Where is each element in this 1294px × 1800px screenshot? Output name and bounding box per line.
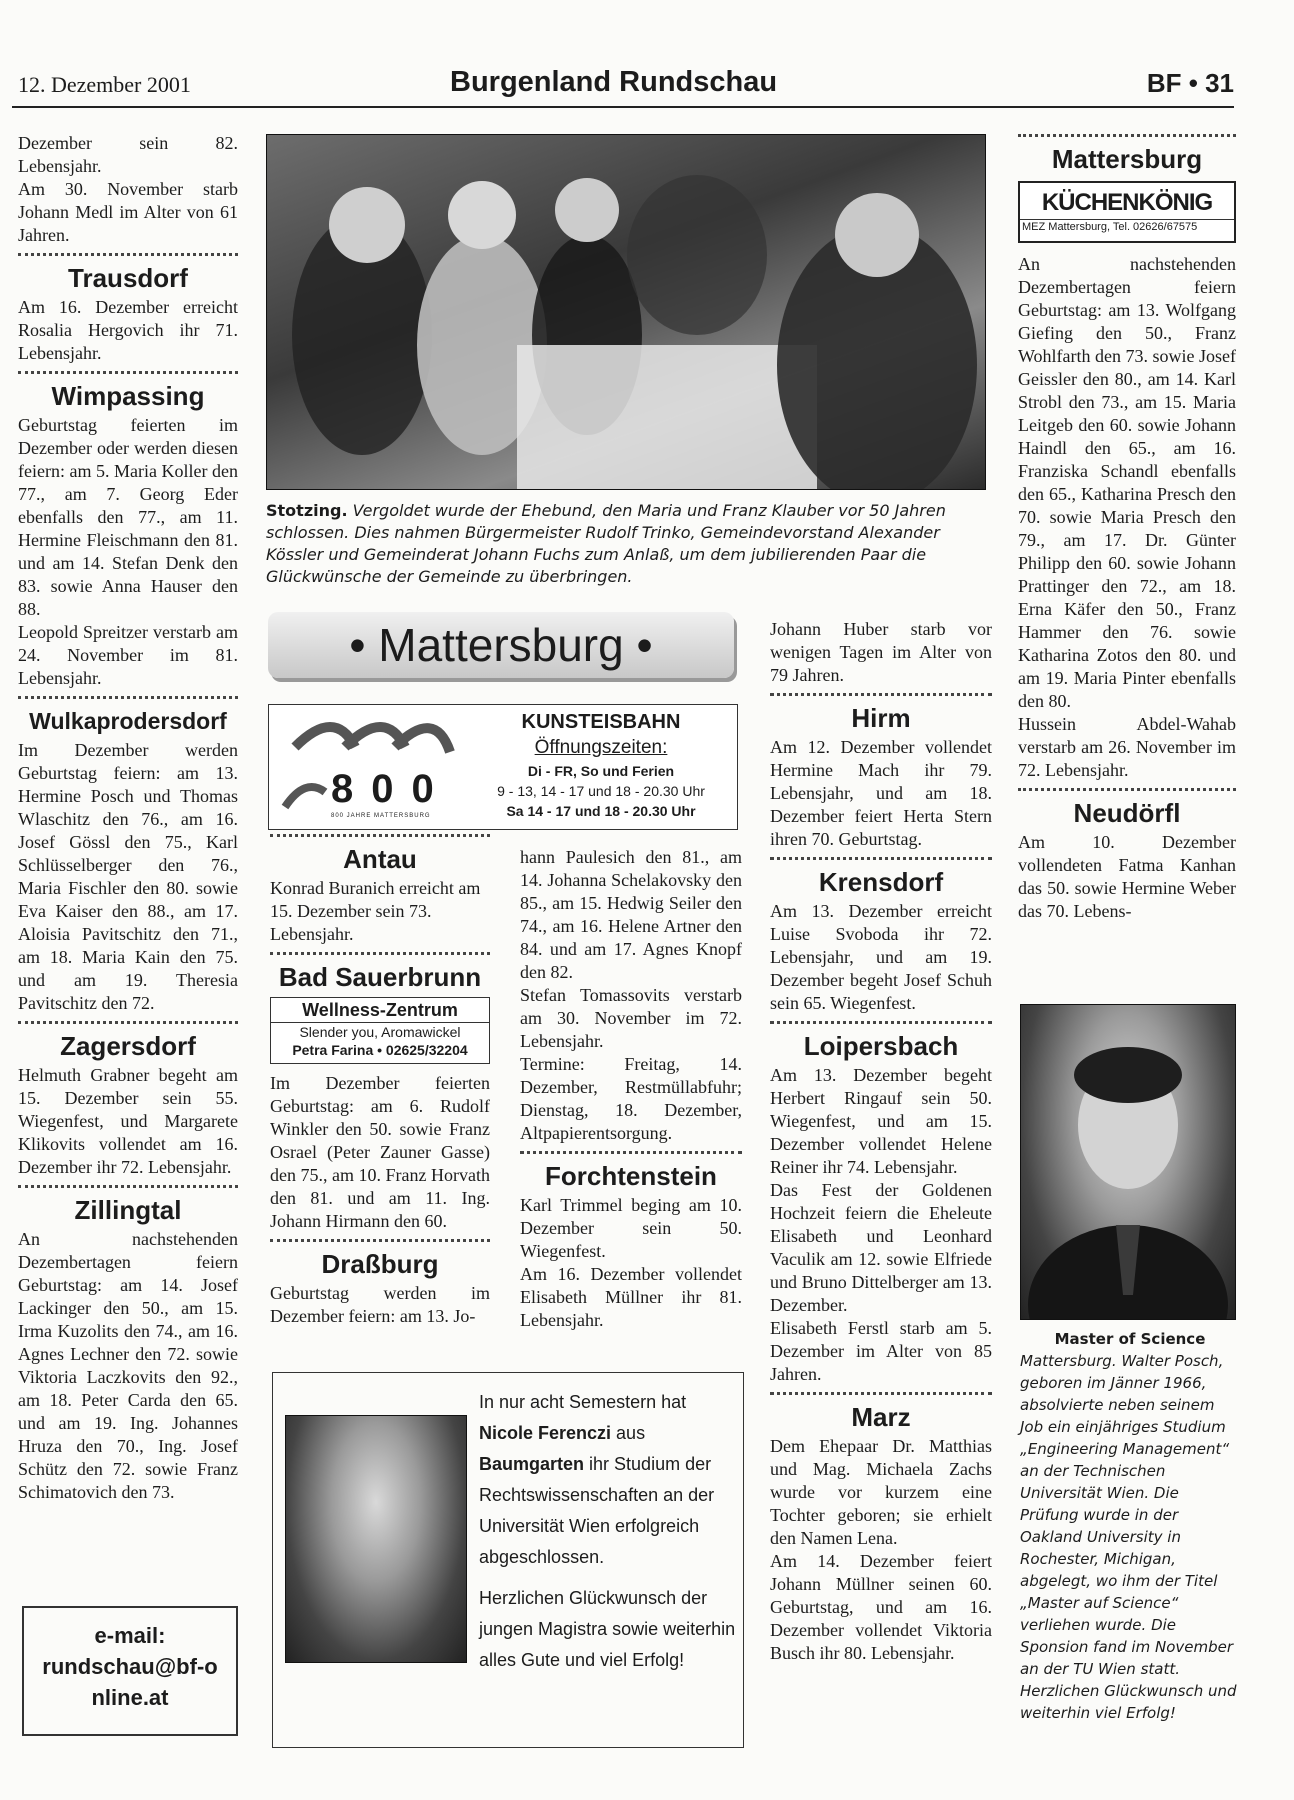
email-box (22, 1606, 238, 1736)
text-forchtenstein-2: Am 16. Dezember vollendet Elisabeth Müllner ihr 81. Lebensjahr. (520, 1264, 742, 1330)
divider (270, 952, 490, 955)
grad-text-c: ihr Studium der Rechtswissenschaften an der Universität Wien erfolgreich abgeschlossen. (479, 1454, 715, 1567)
ad-wellness-line1: Slender you, Aromawickel (299, 1024, 461, 1040)
heading-zillingtal: Zillingtal (74, 1195, 182, 1225)
heading-neudoerfl: Neudörfl (1073, 798, 1181, 828)
text-antau: Konrad Buranich erreicht am 15. Dezember sein 73. Lebensjahr. (270, 878, 481, 944)
page-number: BF • 31 (1146, 68, 1234, 98)
email-label: e-mail: (94, 1623, 166, 1648)
divider (1018, 134, 1236, 137)
section-banner-mattersburg: • Mattersburg • (268, 612, 734, 678)
text-marz: Dem Ehepaar Dr. Matthias und Mag. Michaela Zachs wurde vor kurzem eine Tochter geboren; sie erhielt den Namen Lena. (770, 1436, 992, 1548)
column-1 (18, 132, 238, 1504)
photo-figure (1021, 1005, 1235, 1319)
issue-date: 12. Dezember 2001 (18, 72, 191, 97)
ad-kuechenkoenig (1018, 181, 1236, 243)
text-forchtenstein: Karl Trimmel beging am 10. Dezember sein 50. Wiegenfest. (520, 1195, 742, 1261)
ad-wellness-title: Wellness-Zentrum (271, 1000, 489, 1023)
divider (18, 1021, 238, 1024)
text-huber: Johann Huber starb vor wenigen Tagen im Alter von 79 Jahren. (770, 619, 992, 685)
text-mattersburg: An nachstehenden Dezembertagen feiern Geburtstag: am 13. Wolfgang Giefing den 50., Franz Wohlfarth den 73. sowie Josef Geissler den 80., am 14. Karl Strobl den 73., am 15. Maria Leitgeb den 60. sowie Johann Haindl den 65., am 16. Franziska Schandl ebenfalls den 65., Katharina Presch den 70. sowie Maria Presch den 79., am 17. Dr. Günter Philipp den 60. sowie Johann Prattinger den 72., am 18. Erna Käfer den 50., Franz Hammer den 76. sowie Katharina Zotos den 80. und am 19. Maria Pinter ebenfalls den 80. (1018, 254, 1237, 711)
graduation-box (272, 1372, 744, 1748)
text-krensdorf: Am 13. Dezember erreicht Luise Svoboda ihr 72. Lebensjahr, und am 19. Dezember begeht Josef Schuh sein 65. Wiegenfest. (770, 901, 992, 1013)
photo-golden-wedding (266, 134, 986, 490)
column-4 (770, 618, 992, 1665)
text-zagersdorf: Helmuth Grabner begeht am 15. Dezember sein 55. Wiegenfest, und Margarete Klikovits vollendet am 16. Dezember ihr 72. Lebensjahr. (18, 1065, 238, 1177)
heading-mattersburg: Mattersburg (1051, 144, 1203, 174)
grad-place: Baumgarten (479, 1454, 585, 1474)
column-2 (270, 834, 490, 1328)
divider (770, 1021, 992, 1024)
heading-trausdorf: Trausdorf (68, 263, 188, 293)
text-marz-2: Am 14. Dezember feiert Johann Müllner seinen 60. Geburtstag, und am 16. Dezember vollendet Viktoria Busch ihr 80. Lebensjahr. (770, 1551, 992, 1663)
divider (770, 857, 992, 860)
text-bad-sauerbrunn: Im Dezember feierten Geburtstag: am 6. Rudolf Winkler den 50. sowie Franz Osrael (Peter Zauner Gasse) den 75., am 10. Franz Horvath den 81. und am 11. Ing. Johann Hirmann den 60. (270, 1073, 490, 1231)
logo-800-text: 800 (331, 767, 452, 811)
header-rule (12, 106, 1234, 108)
divider (270, 1239, 490, 1242)
divider (18, 253, 238, 256)
heading-wimpassing: Wimpassing (51, 381, 205, 411)
ad-subtitle: Öffnungszeiten: (534, 737, 668, 758)
ad-kuechenkoenig-line: MEZ Mattersburg, Tel. 02626/67575 (1020, 219, 1234, 234)
text-drassburg: Geburtstag werden im Dezember feiern: am 13. Jo- (270, 1283, 490, 1326)
ad-kuechenkoenig-logo: KÜCHENKÖNIG (1041, 189, 1213, 216)
heading-bad-sauerbrunn: Bad Sauerbrunn (278, 962, 482, 992)
divider (18, 371, 238, 374)
graduation-text (479, 1387, 737, 1676)
grad-congrats: Herzlichen Glückwunsch der jungen Magistra sowie weiterhin alles Gute und viel Erfolg! (479, 1588, 736, 1670)
heading-wulkaprodersdorf: Wulkaprodersdorf (29, 708, 227, 734)
text-wulkaprodersdorf: Im Dezember werden Geburtstag feiern: am 13. Hermine Posch und Thomas Wlaschitz den 76., am 16. Josef Gössl den 75., Karl Schlüsselberger den 76., Maria Fischler den 80. sowie Eva Kaiser den 88., am 17. Aloisia Pavitschitz den 71., am 18. Maria Kain den 75. und am 19. Theresia Pavitschitz den 72. (18, 740, 238, 1013)
divider (770, 1392, 992, 1395)
text-trausdorf: Am 16. Dezember erreicht Rosalia Hergovich ihr 71. Lebensjahr. (18, 297, 238, 363)
ad-title: KUNSTEISBAHN (521, 711, 681, 733)
text-loipersbach-3: Elisabeth Ferstl starb am 5. Dezember im Alter von 85 Jahren. (770, 1318, 992, 1384)
divider (18, 1185, 238, 1188)
heading-antau: Antau (343, 844, 417, 874)
heading-drassburg: Draßburg (321, 1249, 439, 1279)
email-link[interactable]: rundschau@bf-online.at (42, 1654, 218, 1710)
caption-place: Stotzing. (266, 501, 348, 520)
text-zillingtal: An nachstehenden Dezembertagen feiern Geburtstag: am 14. Josef Lackinger den 50., am 15. Irma Kuzolits den 74., am 16. Agnes Lechner den 72. sowie Viktoria Laczkovits den 92., am 18. Peter Carda den 65. und am 19. Ing. Johannes Hruza den 70., Ing. Josef Schütz den 72. sowie Franz Schimatovich den 73. (18, 1229, 238, 1502)
photo-nicole-ferenczi (285, 1415, 467, 1663)
posch-caption (1020, 1328, 1240, 1724)
photo-walter-posch (1020, 1004, 1236, 1320)
heading-krensdorf: Krensdorf (818, 867, 944, 897)
ad-hours-1: Di - FR, So und Ferien (527, 763, 675, 779)
divider (520, 1151, 742, 1154)
divider (18, 696, 238, 699)
ad-hours-2: 9 - 13, 14 - 17 und 18 - 20.30 Uhr (497, 783, 705, 799)
column-3 (520, 846, 742, 1332)
divider (770, 693, 992, 696)
ad-kunsteisbahn (268, 704, 738, 830)
intro-text: Dezember sein 82. Lebensjahr. (18, 133, 238, 176)
text-loipersbach-2: Das Fest der Goldenen Hochzeit feiern die Eheleute Elisabeth und Leonhard Vaculik am 12. sowie Elfriede und Bruno Dittelberger am 13. Dezember. (770, 1180, 992, 1315)
heading-hirm: Hirm (851, 703, 911, 733)
heading-forchtenstein: Forchtenstein (545, 1161, 717, 1191)
text-loipersbach: Am 13. Dezember begeht Herbert Ringauf sein 50. Wiegenfest, und am 15. Dezember vollendet Helene Reiner ihr 74. Lebensjahr. (770, 1065, 992, 1177)
grad-name: Nicole Ferenczi (479, 1423, 612, 1443)
divider (1018, 788, 1236, 791)
newspaper-title: Burgenland Rundschau (450, 66, 778, 98)
column-5 (1018, 134, 1236, 923)
posch-caption-title: Master of Science (1054, 1330, 1206, 1348)
posch-caption-text: Mattersburg. Walter Posch, geboren im Jänner 1966, absolvierte neben seinem Job ein einjähriges Studium „Engineering Management“ an der Technischen Universität Wien. Die Prüfung wurde in der Oakland University in Rochester, Michigan, abgelegt, wo ihm der Titel „Master auf Science“ verliehen wurde. Die Sponsion fand im November an der TU Wien statt. Herzlichen Glückwunsch und weiterhin viel Erfolg! (1020, 1352, 1237, 1722)
grad-text-a: In nur acht Semestern hat (479, 1392, 687, 1412)
text-obituary: Stefan Tomassovits verstarb am 30. November im 72. Lebensjahr. (520, 985, 742, 1051)
caption-text: Vergoldet wurde der Ehebund, den Maria und Franz Klauber vor 50 Jahren schlossen. Dies nahmen Bürgermeister Rudolf Trinko, Gemeindevorstand Alexander Kössler und Gemeinderat Johann Fuchs zum Anlaß, um dem jubilierenden Paar die Glückwünsche der Gemeinde zu überbringen. (266, 501, 946, 586)
intro-text-2: Am 30. November starb Johann Medl im Alter von 61 Jahren. (18, 179, 238, 245)
ad-hours-3: Sa 14 - 17 und 18 - 20.30 Uhr (506, 803, 696, 819)
photo-figures (267, 135, 985, 489)
text-hirm: Am 12. Dezember vollendet Hermine Mach ihr 79. Lebensjahr, und am 18. Dezember feiert Herta Stern ihren 70. Geburtstag. (770, 737, 992, 849)
text-termine: Termine: Freitag, 14. Dezember, Restmüllabfuhr; Dienstag, 18. Dezember, Altpapierentsorgung. (520, 1054, 742, 1143)
heading-marz: Marz (851, 1402, 911, 1432)
text-neudoerfl: Am 10. Dezember vollendeten Fatma Kanhan das 50. sowie Hermine Weber das 70. Lebens- (1018, 832, 1236, 921)
divider (270, 834, 490, 837)
text-mattersburg-2: Hussein Abdel-Wahab verstarb am 26. November im 72. Lebensjahr. (1018, 714, 1236, 780)
photo-caption (266, 500, 990, 588)
logo-800-subtitle: 800 JAHRE MATTERSBURG (331, 813, 431, 819)
heading-loipersbach: Loipersbach (803, 1031, 959, 1061)
grad-text-b: aus (611, 1423, 646, 1443)
ad-wellness-line2: Petra Farina • 02625/32204 (292, 1042, 468, 1058)
text-drassburg-cont: hann Paulesich den 81., am 14. Johanna Schelakovsky den 85., am 15. Hedwig Seiler den 74., am 16. Helene Artner den 84. und am 17. Agnes Knopf den 82. (520, 847, 742, 982)
heading-zagersdorf: Zagersdorf (60, 1031, 196, 1061)
text-wimpassing-2: Leopold Spreitzer verstarb am 24. November im 81. Lebensjahr. (18, 622, 238, 688)
text-wimpassing: Geburtstag feierten im Dezember oder werden diesen feiern: am 5. Maria Koller den 77., am 7. Georg Eder ebenfalls den 77., am 11. Hermine Fleischmann den 81. und am 14. Stefan Denk den 83. sowie Anna Hauser den 88. (18, 415, 238, 619)
ad-wellness (270, 997, 490, 1064)
